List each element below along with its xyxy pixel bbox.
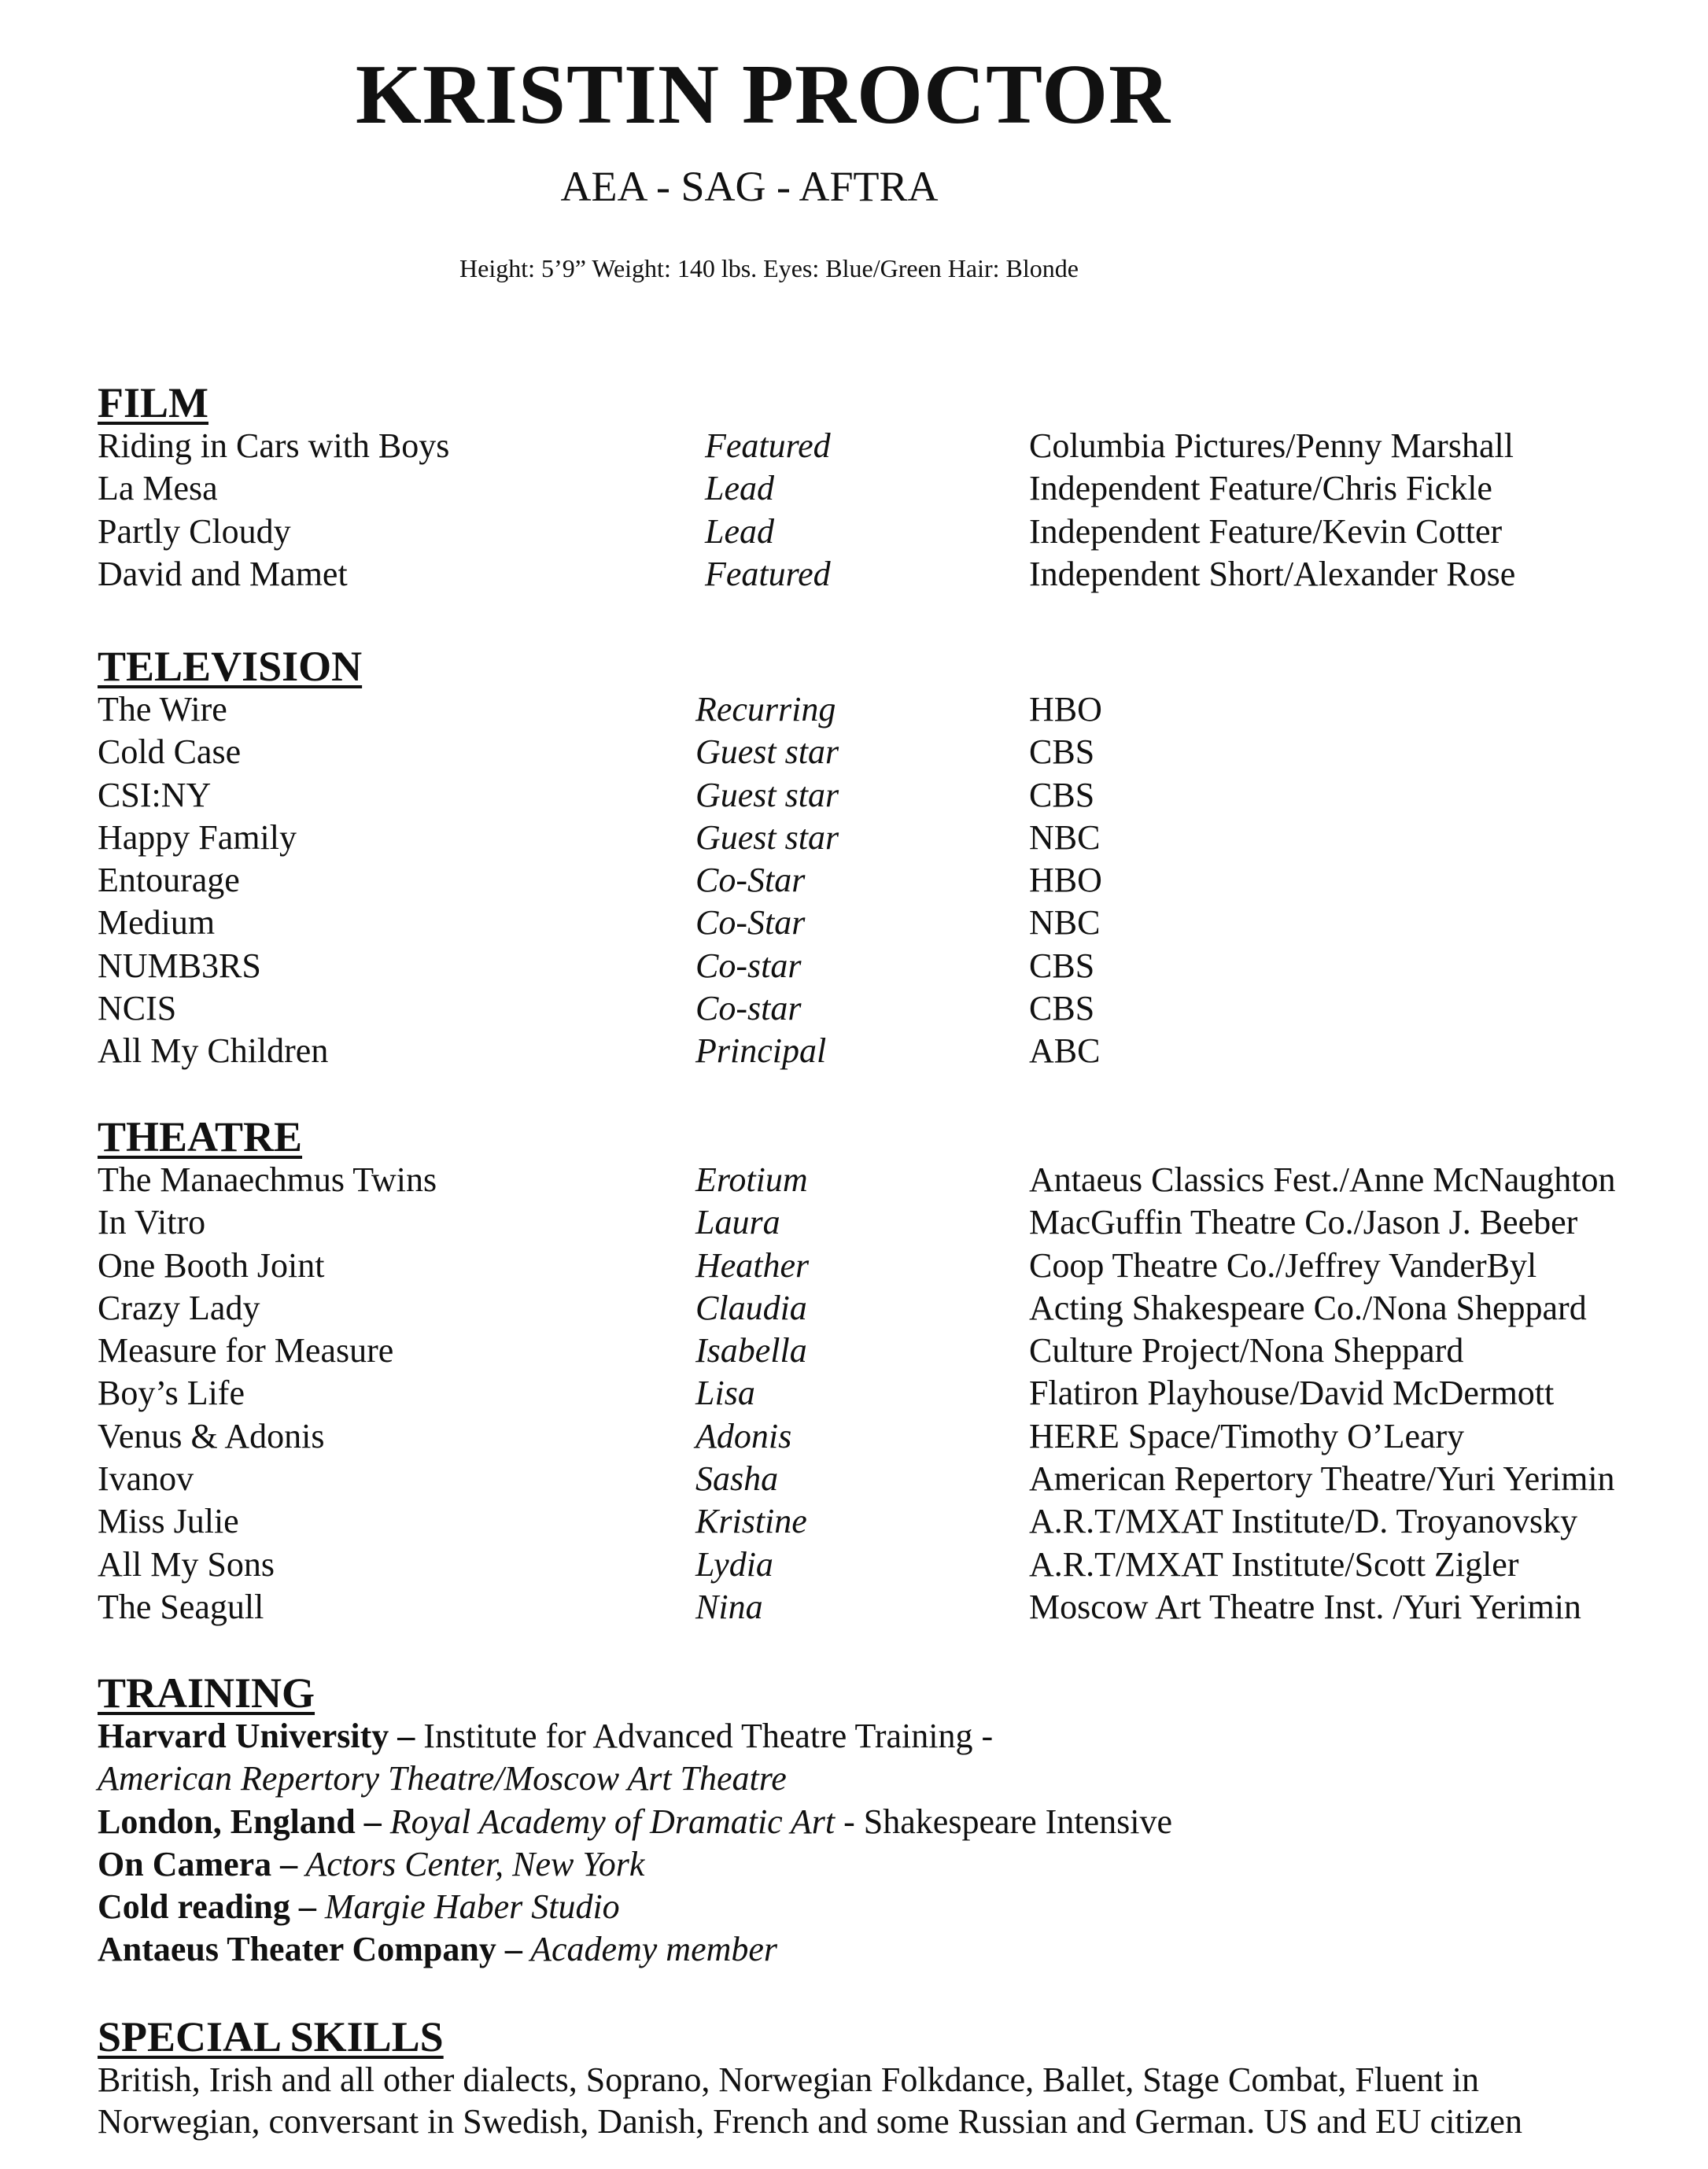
credit-company: Antaeus Classics Fest./Anne McNaughton (1029, 1160, 1616, 1199)
credit-company: NBC (1029, 903, 1101, 942)
credit-company: Independent Short/Alexander Rose (1029, 554, 1516, 593)
credit-role: Featured (705, 554, 831, 593)
training-antaeus-role: Academy member (522, 1930, 778, 1969)
credit-row (98, 467, 1687, 510)
credit-title: Miss Julie (98, 1502, 239, 1541)
training-cold-reading-label: Cold reading – (98, 1887, 316, 1927)
credit-row (98, 1201, 1687, 1244)
theatre-heading: THEATRE (98, 1113, 303, 1160)
credit-role: Erotium (695, 1160, 808, 1199)
film-credits (98, 425, 1687, 596)
training-antaeus (98, 1928, 1687, 1971)
credit-role: Kristine (695, 1502, 807, 1541)
actor-name: KRISTIN PROCTOR (355, 48, 1171, 142)
union-affiliations: AEA - SAG - AFTRA (560, 163, 939, 210)
credit-role: Guest star (695, 775, 839, 814)
credit-title: The Manaechmus Twins (98, 1160, 437, 1199)
credit-title: One Booth Joint (98, 1245, 325, 1285)
training-section (98, 1671, 1687, 1972)
training-london-school: Royal Academy of Dramatic Art (381, 1802, 836, 1841)
credit-role: Lisa (695, 1374, 755, 1413)
credit-title: CSI:NY (98, 775, 212, 814)
credit-role: Co-Star (695, 903, 806, 942)
credit-title: La Mesa (98, 469, 218, 508)
credit-row (98, 817, 1687, 859)
credit-row (98, 945, 1687, 987)
credit-row (98, 688, 1687, 731)
credit-company: A.R.T/MXAT Institute/D. Troyanovsky (1029, 1502, 1578, 1541)
credit-title: Ivanov (98, 1459, 194, 1499)
credit-row (98, 1586, 1687, 1629)
credit-company: Columbia Pictures/Penny Marshall (1029, 426, 1514, 465)
theatre-section (98, 1115, 1687, 1629)
credit-role: Principal (695, 1031, 827, 1071)
credit-company: Acting Shakespeare Co./Nona Sheppard (1029, 1288, 1587, 1327)
credit-row (98, 1159, 1687, 1201)
credit-company: A.R.T/MXAT Institute/Scott Zigler (1029, 1544, 1519, 1584)
credit-title: Measure for Measure (98, 1331, 394, 1370)
credit-company: Culture Project/Nona Sheppard (1029, 1331, 1464, 1370)
television-credits (98, 688, 1687, 1073)
credit-company: Independent Feature/Chris Fickle (1029, 469, 1492, 508)
credit-title: Boy’s Life (98, 1374, 245, 1413)
credit-role: Isabella (695, 1331, 807, 1370)
credit-row (98, 425, 1687, 467)
credit-company: CBS (1029, 946, 1095, 985)
credit-row (98, 1330, 1687, 1372)
credit-row (98, 902, 1687, 944)
credit-role: Adonis (695, 1416, 792, 1455)
credit-role: Featured (705, 426, 831, 465)
credit-company: Moscow Art Theatre Inst. /Yuri Yerimin (1029, 1587, 1581, 1626)
credit-row (98, 1030, 1687, 1072)
credit-role: Sasha (695, 1459, 779, 1499)
credit-role: Claudia (695, 1288, 807, 1327)
credit-role: Lydia (695, 1544, 773, 1584)
credit-role: Recurring (695, 690, 836, 729)
training-harvard-school: Harvard University – (98, 1717, 415, 1755)
credit-role: Guest star (695, 732, 839, 772)
credit-row (98, 1245, 1687, 1287)
credit-role: Co-star (695, 989, 802, 1028)
credit-row (98, 1500, 1687, 1543)
training-on-camera (98, 1843, 1687, 1886)
credit-title: Medium (98, 903, 216, 942)
special-skills-line-2: Norwegian, conversant in Swedish, Danish, French and some Russian and German. US and EU citizen (98, 2102, 1522, 2141)
credit-row (98, 1372, 1687, 1415)
training-harvard (98, 1715, 1687, 1758)
credit-role: Guest star (695, 817, 839, 857)
training-on-camera-school: Actors Center, New York (297, 1844, 645, 1883)
training-cold-reading (98, 1886, 1687, 1928)
training-cold-reading-school: Margie Haber Studio (315, 1887, 620, 1927)
credit-title: The Seagull (98, 1587, 264, 1626)
special-skills-section (98, 2015, 1687, 2142)
credit-title: NUMB3RS (98, 946, 261, 985)
credit-company: HBO (1029, 690, 1102, 729)
credit-company: MacGuffin Theatre Co./Jason J. Beeber (1029, 1203, 1578, 1242)
credit-title: Entourage (98, 861, 240, 900)
credit-title: David and Mamet (98, 554, 348, 593)
training-on-camera-label: On Camera – (98, 1844, 298, 1883)
credit-title: Partly Cloudy (98, 511, 291, 551)
credit-title: All My Sons (98, 1544, 275, 1584)
training-harvard-program: Institute for Advanced Theatre Training - (415, 1717, 994, 1755)
credit-title: All My Children (98, 1031, 329, 1071)
training-heading: TRAINING (98, 1669, 315, 1717)
credit-row (98, 774, 1687, 817)
credit-row (98, 511, 1687, 553)
film-heading: FILM (98, 379, 208, 426)
credit-role: Co-Star (695, 861, 806, 900)
theatre-credits (98, 1159, 1687, 1629)
credit-title: Crazy Lady (98, 1288, 260, 1327)
credit-role: Lead (705, 511, 774, 551)
special-skills-line-1: British, Irish and all other dialects, Soprano, Norwegian Folkdance, Ballet, Stage Combat, Fluent in (98, 2060, 1480, 2099)
credit-title: Venus & Adonis (98, 1416, 325, 1455)
credit-title: Riding in Cars with Boys (98, 426, 450, 465)
credit-row (98, 859, 1687, 902)
credit-company: NBC (1029, 817, 1101, 857)
credit-role: Heather (695, 1245, 810, 1285)
credit-role: Lead (705, 469, 774, 508)
credit-row (98, 987, 1687, 1030)
television-heading: TELEVISION (98, 643, 363, 690)
television-section (98, 644, 1687, 1073)
credit-row (98, 1458, 1687, 1500)
credit-title: NCIS (98, 989, 177, 1028)
credit-title: Cold Case (98, 732, 242, 772)
training-harvard-institutions: American Repertory Theatre/Moscow Art Theatre (98, 1759, 787, 1798)
credit-company: Independent Feature/Kevin Cotter (1029, 511, 1503, 551)
credit-company: Coop Theatre Co./Jeffrey VanderByl (1029, 1245, 1537, 1285)
credit-row (98, 731, 1687, 773)
credit-row (98, 1544, 1687, 1586)
physical-stats: Height: 5’9” Weight: 140 lbs. Eyes: Blue/Green Hair: Blonde (459, 254, 1079, 282)
credit-company: HBO (1029, 861, 1102, 900)
credit-role: Co-star (695, 946, 802, 985)
credit-company: American Repertory Theatre/Yuri Yerimin (1029, 1459, 1615, 1499)
training-london-place: London, England – (98, 1802, 382, 1841)
training-london (98, 1801, 1687, 1843)
film-section (98, 381, 1687, 596)
credit-row (98, 1287, 1687, 1330)
credit-role: Nina (695, 1587, 763, 1626)
credit-row (98, 553, 1687, 596)
special-skills-heading: SPECIAL SKILLS (98, 2013, 444, 2060)
credit-company: CBS (1029, 989, 1095, 1028)
credit-company: HERE Space/Timothy O’Leary (1029, 1416, 1465, 1455)
credit-title: In Vitro (98, 1203, 206, 1242)
credit-company: CBS (1029, 732, 1095, 772)
credit-company: CBS (1029, 775, 1095, 814)
credit-role: Laura (695, 1203, 780, 1242)
training-london-program: - Shakespeare Intensive (835, 1802, 1172, 1841)
credit-title: The Wire (98, 690, 227, 729)
credit-company: Flatiron Playhouse/David McDermott (1029, 1374, 1555, 1413)
training-antaeus-label: Antaeus Theater Company – (98, 1930, 522, 1969)
credit-title: Happy Family (98, 817, 297, 857)
credit-company: ABC (1029, 1031, 1101, 1071)
credit-row (98, 1415, 1687, 1458)
